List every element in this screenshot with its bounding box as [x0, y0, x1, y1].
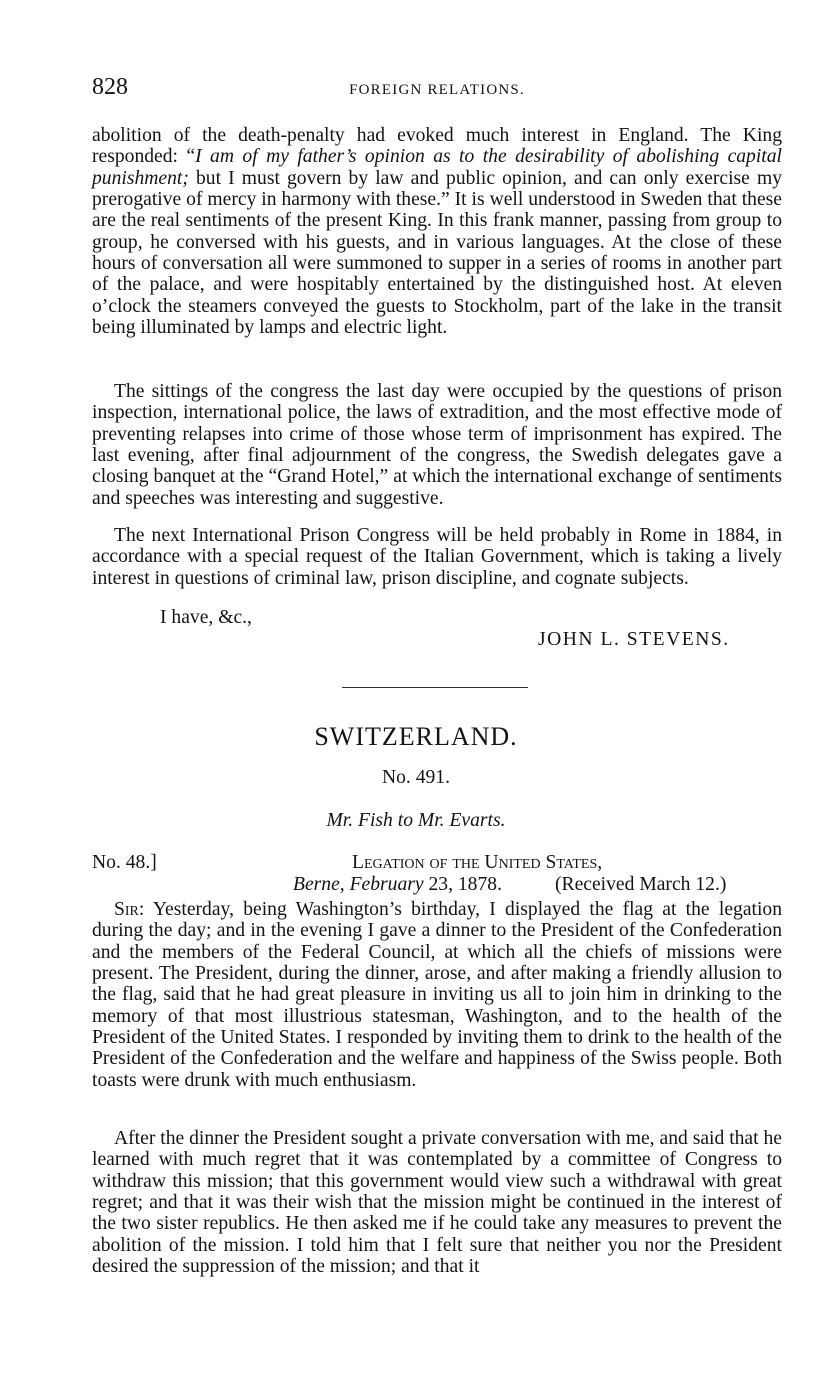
legation-heading: Legation of the United States, [352, 852, 603, 873]
correspondents-line: Mr. Fish to Mr. Evarts. [326, 810, 506, 831]
paragraph-next-congress: The next International Prison Congress will be held probably in Rome in 1884, in accordance with a special request of the Italian Government, which is taking a lively interest in questions of criminal law, prison discipline, and cognate subjects. [92, 525, 782, 589]
section-divider [342, 687, 528, 688]
paragraph-last-day: The sittings of the congress the last day were occupied by the questions of prison inspection, international police, the laws of extradition, and the most effective mode of preventing relapses into crime of those whose term of imprisonment has expired. The last evening, after final adjournment of the congress, the Swedish delegates gave a closing banquet at the “Grand Hotel,” at which the international exchange of sentiments and speeches was interesting and suggestive. [92, 381, 782, 509]
received-note: (Received March 12.) [555, 874, 727, 895]
closing-line: I have, &c., [160, 607, 252, 628]
salutation: Sir: [114, 899, 145, 920]
paragraph-text: abolition of the death-penalty had evoked much interest in England. The King responded: [92, 125, 782, 168]
place-date: Berne, February [293, 874, 424, 895]
page-header [92, 74, 782, 106]
paragraph-death-penalty: abolition of the death-penalty had evoked much interest in England. The King responded: “I am of my father’s opinion as to the desirability of abolishing capital punishment; but I must govern by law and public opinion, and can only exercise my prerogative of mercy in harmony with these.” It is well understood in Sweden that these are the real sentiments of the present King. In this frank manner, passing from group to group, he conversed with his guests, and in various languages. At the close of these hours of conversation all were summoned to supper in a series of rooms in another part of the palace, and were hospitably entertained by the distinguished host. At eleven o’clock the steamers conveyed the guests to Stockholm, part of the lake in the transit being illuminated by lamps and electric light. [92, 125, 782, 339]
place-date-line: Berne, February 23, 1878. [293, 874, 502, 895]
paragraph-washington-birthday: Sir: Yesterday, being Washington’s birthday, I displayed the flag at the legation during the day; and in the evening I gave a dinner to the President of the Confederation and the members of the Federal Council, at which all the chiefs of missions were present. The President, during the dinner, arose, and after making a friendly allusion to the flag, said that he had great pleasure in inviting us all to join him in drinking to the memory of that most illustrious statesman, Washington, and to the health of the President of the United States. I responded by inviting them to drink to the health of the President of the Confederation and the welfare and happiness of the Swiss people. Both toasts were drunk with much enthusiasm. [92, 899, 782, 1091]
document-number: No. 491. [381, 767, 451, 788]
signature: JOHN L. STEVENS. [538, 629, 730, 650]
dispatch-number: No. 48.] [92, 852, 157, 873]
page-number: 828 [92, 74, 128, 100]
paragraph-private-conversation: After the dinner the President sought a private conversation with me, and said that he learned with much regret that it was contemplated by a committee of Congress to withdraw this mission; that this government would view such a withdrawal with great regret; and that it was their wish that the mission might be continued in the interest of the two sister republics. He then asked me if he could take any measures to prevent the abolition of the mission. I told him that I felt sure that neither you nor the President desired the suppression of the mission; and that it [92, 1128, 782, 1278]
king-quote: I am of my father’s opinion as to the desirability of abolishing capital punishment; [92, 146, 782, 189]
running-head: FOREIGN RELATIONS. [349, 82, 525, 98]
section-title: SWITZERLAND. [314, 722, 518, 751]
